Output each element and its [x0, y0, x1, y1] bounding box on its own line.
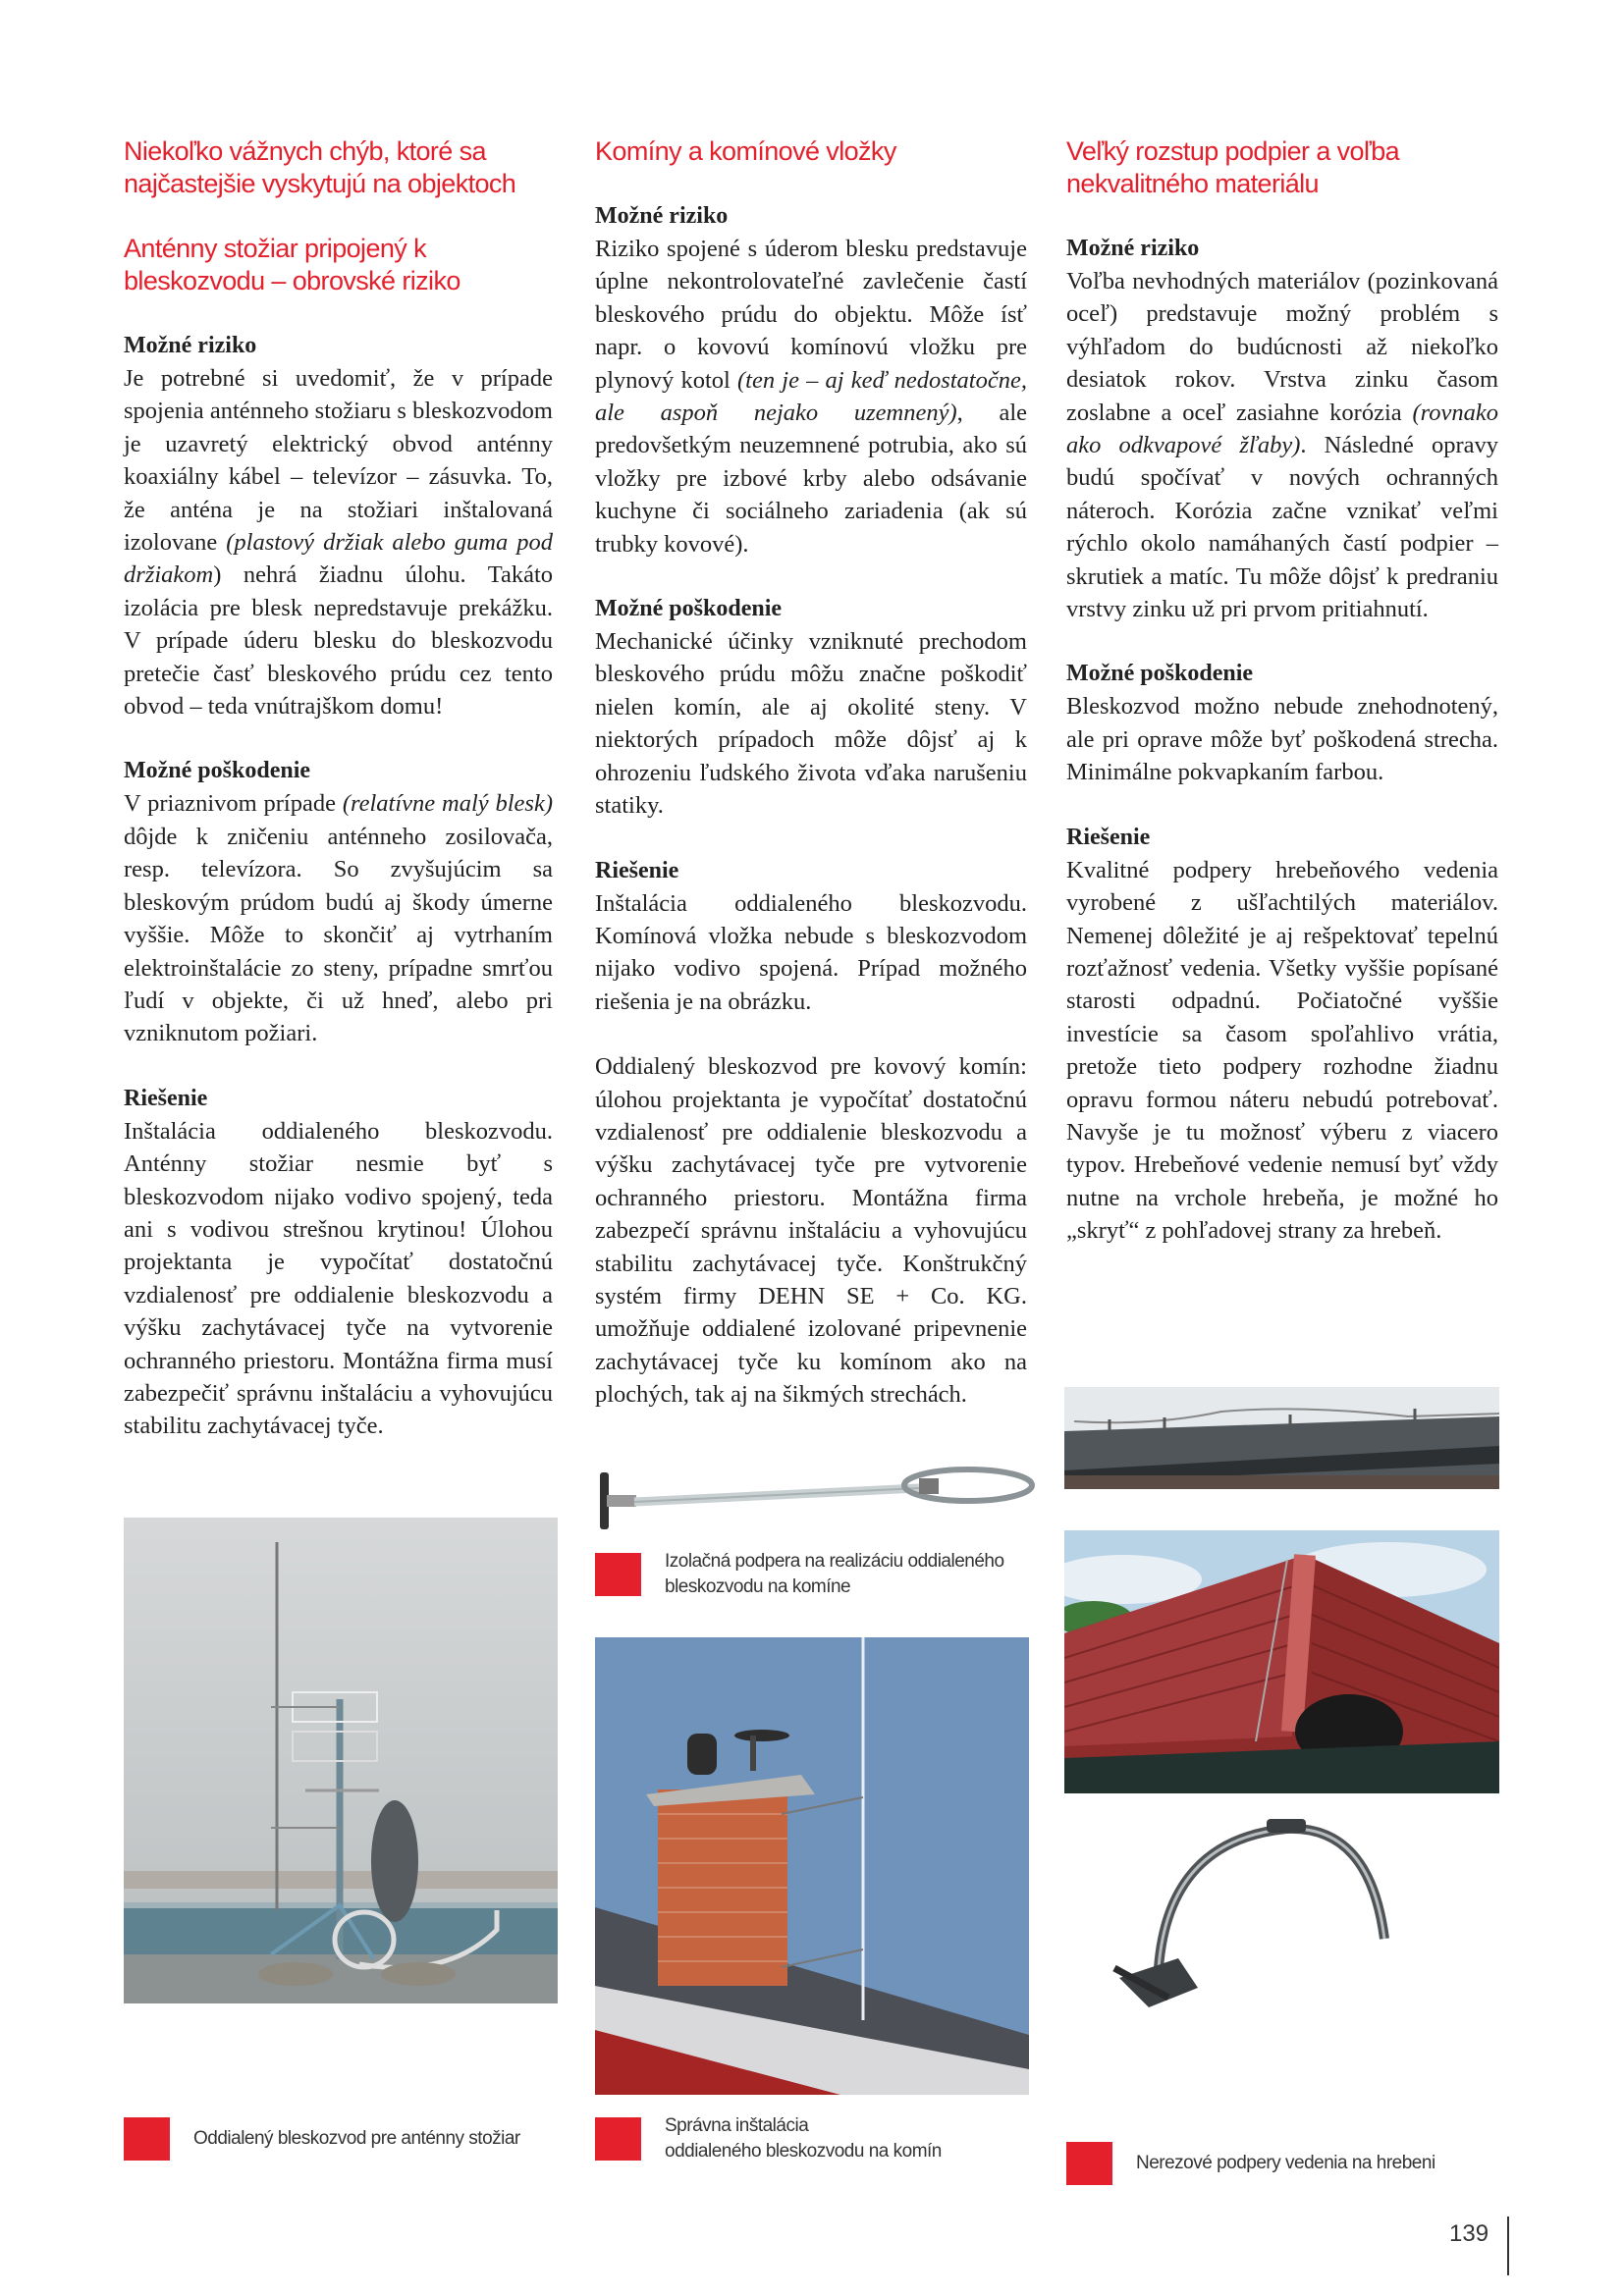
photo-antenna-mast — [124, 1518, 558, 2003]
paragraph-solution: Kvalitné podpery hrebeňového vedenia vyrobené z ušľachtilých materiálov. Nemenej dôležité je aj rešpektovať tepelnú rozťažnosť vedenia. Všetky vyššie popísané starosti odpadnú. Počiatočné vyššie investície sa časom spoľahlivo vrátia, pretože tieto podpery rozhodne žiadnu opravu formou náteru nebudú potrebovať. Navyše je tu možnosť výberu z viacero typov. Hrebeňové vedenie nemusí byť vždy nutne na vrchole hrebeňa, je možné ho „skryť“ z pohľadovej strany za hrebeň. — [1066, 856, 1498, 1245]
photo-chimney — [595, 1637, 1029, 2095]
photo-roof-ridge-conductor — [1064, 1387, 1499, 1489]
heading-possible-risk: Možné riziko — [1066, 236, 1200, 261]
heading-possible-damage: Možné poškodenie — [1066, 661, 1254, 687]
caption-antenna-mast — [124, 2117, 520, 2161]
paragraph-risk: Voľba nevhodných materiálov (pozinkovaná oceľ) predstavuje možný problém s výhľadom do budúcnosti až niekoľko desiatok rokov. Vrstva zinku časom zoslabne a oceľ zasiahne korózia (rovnako ako odkvapové žľaby). Následné opravy budú spočívať v nových ochranných náteroch. Korózia začne vznikať veľmi rýchlo okolo namáhaných častí podpier – skrutiek a matíc. Tu môže dôjsť k predraniu vrstvy zinku už pri prvom pritiahnutí. — [1066, 268, 1498, 623]
page-number: 139 — [1449, 2220, 1489, 2247]
caption-chimney — [595, 2113, 942, 2164]
caption-text: Správna inštalácia oddialeného bleskozvodu na komín — [665, 2115, 942, 2162]
photo-red-tile-roof — [1064, 1530, 1499, 1793]
paragraph-damage: V priaznivom prípade (relatívne malý blesk) dôjde k zničeniu anténneho zosilovača, resp. televízora. So zvyšujúcim sa bleskovým prúdom budú aj škody úmerne vyššie. Môže to skončiť aj vytrhaním elektroinštalácie zo steny, prípadne smrťou ľudí v objekte, či už hneď, alebo pri vzniknutom požiari. — [124, 790, 553, 1047]
paragraph-risk: Riziko spojené s úderom blesku predstavuje úplne nekontrolovateľné zavlečenie častí bleskového prúdu do objektu. Môže ísť napr. o kovovú komínovú vložku pre plynový kotol (ten je – aj keď nedostatočne, ale aspoň nejako uzemnený), ale predovšetkým neuzemnené potrubia, ako sú vložky pre izbové krby alebo odsávanie kuchyne či sociálneho zariadenia (ak sú trubky kovové). — [595, 236, 1028, 558]
photo-insulating-support — [595, 1461, 1037, 1534]
paragraph-damage: Mechanické účinky vzniknuté prechodom bleskového prúdu môžu značne poškodiť nielen komín, ale aj okolité steny. V niektorých prípadoch môže dôjsť aj k ohrozeniu ľudského života vďaka narušeniu statiky. — [595, 628, 1027, 820]
heading-possible-damage: Možné poškodenie — [124, 758, 311, 784]
section-title-common-mistakes: Niekoľko vážnych chýb, ktoré sa najčastejšie vyskytujú na objektoch — [124, 136, 516, 198]
page-number-rule — [1507, 2216, 1509, 2275]
column-support-spacing — [1066, 135, 1498, 1248]
heading-solution: Riešenie — [595, 857, 679, 883]
paragraph-solution: Inštalácia oddialeného bleskozvodu. Komínová vložka nebude s bleskozvodom nijako vodivo spojená. Prípad možného riešenia je na obrázku. — [595, 889, 1027, 1015]
chimney-illustration — [595, 1637, 1029, 2095]
caption-text: Izolačná podpera na realizáciu oddialeného bleskozvodu na komíne — [665, 1551, 1004, 1597]
insulating-support-illustration — [595, 1461, 1037, 1534]
antenna-mast-illustration — [124, 1518, 558, 2003]
ridge-support-illustration — [1100, 1811, 1424, 2007]
heading-possible-risk: Možné riziko — [124, 333, 257, 358]
column-antenna-mast — [124, 135, 553, 1443]
caption-text: Nerezové podpery vedenia na hrebeni — [1136, 2153, 1435, 2173]
paragraph-separated-conductor: Oddialený bleskozvod pre kovový komín: úlohou projektanta je vypočítať dostatočnú vzdialenosť pre oddialenie bleskozvodu a výšku zachytávacej tyče pre vytvorenie ochranného priestoru. Montážna firma zabezpečí správnu inštaláciu a vyhovujúcu stabilitu zachytávacej tyče. Konštrukčný systém firmy DEHN SE + Co. KG. umožňuje oddialené izolované pripevnenie zachytávacej tyče ku komínom ako na plochých, tak aj na šikmých strechách. — [595, 1053, 1027, 1409]
paragraph-solution: Inštalácia oddialeného bleskozvodu. Anténny stožiar nesmie byť s bleskozvodom nijako vodivo spojený, teda ani s vodivou strešnou krytinou! Úlohou projektanta je vypočítať dostatočnú vzdialenosť pre oddialenie bleskozvodu a výšku zachytávacej tyče na vytvorenie ochranného priestoru. Montážna firma musí zabezpečiť správnu inštaláciu a vyhovujúcu stabilitu zachytávacej tyče. — [124, 1117, 553, 1440]
heading-possible-damage: Možné poškodenie — [595, 596, 783, 622]
paragraph-damage: Bleskozvod možno nebude znehodnotený, ale pri oprave môže byť poškodená strecha. Minimálne pokvapkaním farbou. — [1066, 693, 1498, 786]
section-title-support-spacing: Veľký rozstup podpier a voľba nekvalitného materiálu — [1066, 136, 1400, 198]
caption-marker — [124, 2117, 170, 2161]
heading-solution: Riešenie — [1066, 824, 1151, 850]
paragraph-risk: Je potrebné si uvedomiť, že v prípade spojenia anténneho stožiaru s bleskozvodom je uzavretý elektrický obvod anténny koaxiálny kábel – televízor – zásuvka. To, že anténa je na stožiari inštalovaná izolovane (plastový držiak alebo guma pod držiakom) nehrá žiadnu úlohu. Takáto izolácia pre blesk nepredstavuje prekážku. V prípade úderu blesku do bleskozvodu pretečie časť bleskového prúdu cez tento obvod – teda vnútrajškom domu! — [124, 365, 553, 721]
caption-stainless-supports — [1066, 2142, 1435, 2185]
caption-marker — [595, 2117, 641, 2161]
heading-solution: Riešenie — [124, 1085, 208, 1111]
red-roof-illustration — [1064, 1530, 1499, 1793]
heading-possible-risk: Možné riziko — [595, 203, 729, 229]
caption-insulating-support — [595, 1549, 1004, 1600]
photo-stainless-ridge-support — [1100, 1811, 1424, 2007]
caption-marker — [595, 1553, 641, 1596]
column-chimneys — [595, 135, 1027, 1412]
subsection-title-antenna-mast: Anténny stožiar pripojený k bleskozvodu – obrovské riziko — [124, 234, 460, 295]
section-title-chimneys: Komíny a komínové vložky — [595, 136, 896, 166]
caption-marker — [1066, 2142, 1112, 2185]
roof-ridge-illustration — [1064, 1387, 1499, 1489]
caption-text: Oddialený bleskozvod pre anténny stožiar — [193, 2128, 520, 2149]
